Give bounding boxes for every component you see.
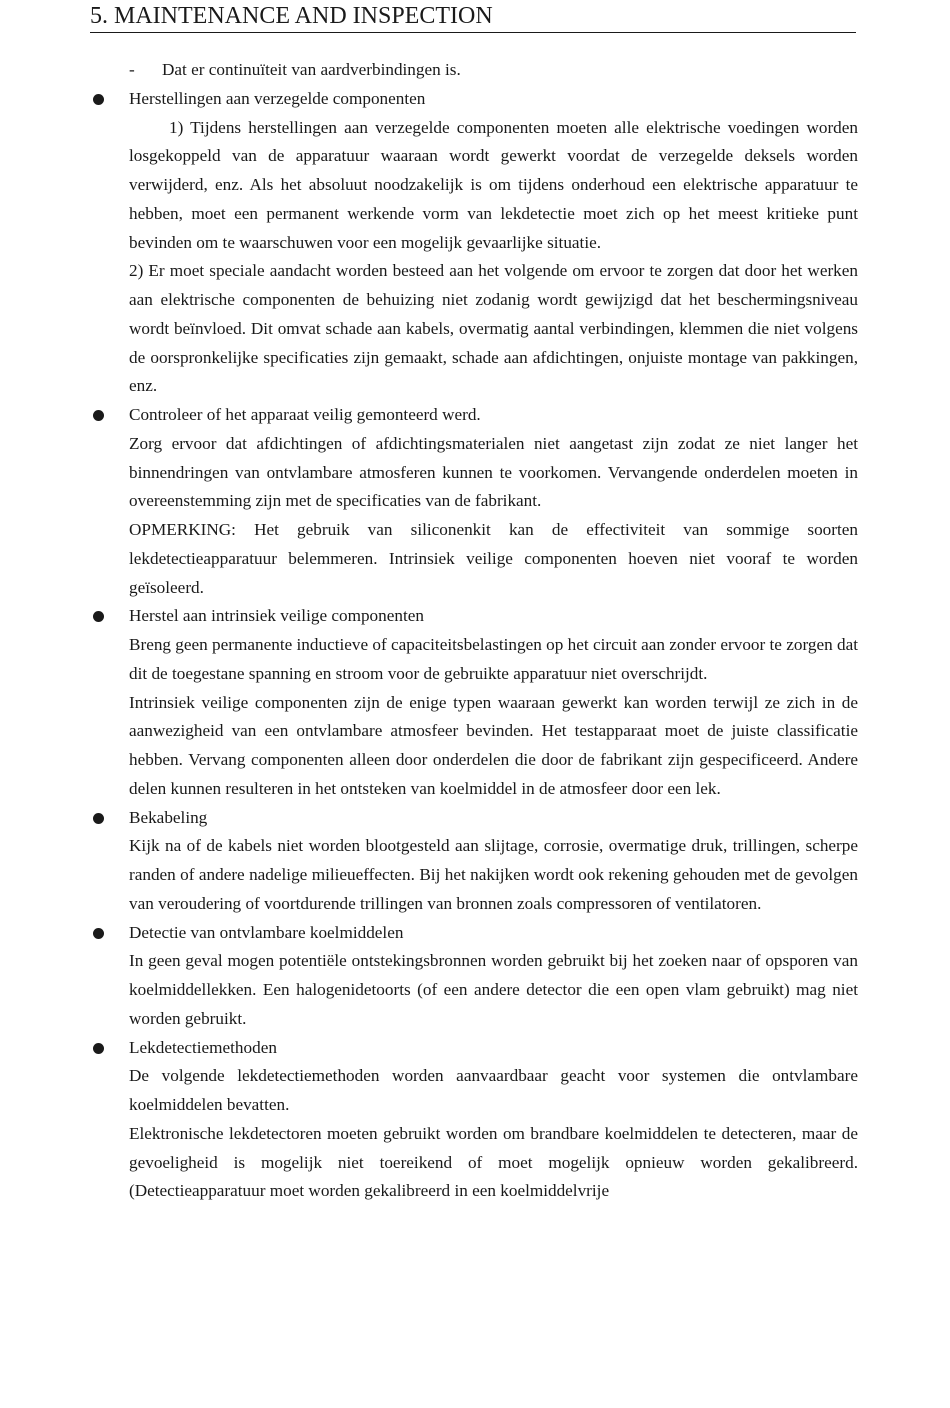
bullet-heading-text: Bekabeling	[129, 807, 208, 827]
dash-marker: -	[129, 60, 135, 79]
bullet-icon	[93, 813, 104, 824]
paragraph: Intrinsiek veilige componenten zijn de enige typen waaraan gewerkt kan worden terwijl ze zich in de aanwezigheid van een ontvlambare atmosfeer bevinden. Het testapparaat moet de juiste classificatie hebben. Vervang componenten alleen door onderdelen die door de fabrikant zijn gespecificeerd. Andere delen kunnen resulteren in het ontsteken van koelmiddel in de atmosfeer door een lek.	[129, 692, 858, 798]
section-header	[90, 2, 856, 33]
bullet-heading	[90, 401, 858, 430]
bullet-heading	[90, 602, 858, 631]
bullet-icon	[93, 928, 104, 939]
paragraph: In geen geval mogen potentiële ontstekingsbronnen worden gebruikt bij het zoeken naar of opsporen van koelmiddellekken. Een halogenidetoorts (of een andere detector die een open vlam gebruikt) mag niet worden gebruikt.	[129, 951, 858, 1028]
section-content	[90, 114, 858, 402]
bullet-icon	[93, 611, 104, 622]
paragraph: Breng geen permanente inductieve of capaciteitsbelastingen op het circuit aan zonder ervoor te zorgen dat dit de toegestane spanning en stroom voor de gebruikte apparatuur niet overschrijdt.	[129, 635, 858, 683]
section-content	[90, 1062, 858, 1206]
bullet-heading-text: Herstel aan intrinsiek veilige componenten	[129, 606, 424, 626]
paragraph: De volgende lekdetectiemethoden worden aanvaardbaar geacht voor systemen die ontvlambare koelmiddelen bevatten.	[129, 1066, 858, 1114]
bullet-heading-text: Lekdetectiemethoden	[129, 1037, 277, 1057]
bullet-heading-text: Detectie van ontvlambare koelmiddelen	[129, 922, 404, 942]
section-content	[90, 947, 858, 1033]
bullet-icon	[93, 410, 104, 421]
paragraph: Elektronische lekdetectoren moeten gebruikt worden om brandbare koelmiddelen te detecteren, maar de gevoeligheid is mogelijk niet toereikend of moet mogelijk opnieuw worden gekalibreerd. (Detectieapparatuur moet worden gekalibreerd in een koelmiddelvrije	[129, 1123, 858, 1201]
section-content	[90, 832, 858, 918]
paragraph: Zorg ervoor dat afdichtingen of afdichtingsmaterialen niet aangetast zijn zodat ze niet langer het binnendringen van ontvlambare atmosferen kunnen te voorkomen. Vervangende onderdelen moeten in overeenstemming zijn met de specificaties van de fabrikant.	[129, 433, 858, 511]
paragraph: OPMERKING: Het gebruik van siliconenkit kan de effectiviteit van sommige soorten lekdetectieapparatuur belemmeren. Intrinsiek veilige componenten hoeven niet vooraf te worden geïsoleerd.	[129, 520, 858, 597]
bullet-icon	[93, 94, 104, 105]
bullet-icon	[93, 1043, 104, 1054]
section-title: 5. MAINTENANCE AND INSPECTION	[90, 3, 493, 29]
bullet-heading-text: Herstellingen aan verzegelde componenten	[129, 88, 426, 108]
paragraph: Kijk na of de kabels niet worden blootgesteld aan slijtage, corrosie, overmatige druk, trillingen, scherpe randen of andere nadelige milieueffecten. Bij het nakijken wordt ook rekening gehouden met de gevolgen van veroudering of voortdurende trillingen van bronnen zoals compressoren of ventilatoren.	[129, 836, 858, 913]
bullet-heading	[90, 85, 858, 114]
bullet-heading-text: Controleer of het apparaat veilig gemonteerd werd.	[129, 405, 481, 424]
page-body	[90, 56, 858, 1206]
bullet-heading	[90, 804, 858, 833]
dash-item-text: Dat er continuïteit van aardverbindingen is.	[162, 60, 461, 79]
section-content	[90, 430, 858, 603]
paragraph: 1) Tijdens herstellingen aan verzegelde componenten moeten alle elektrische voedingen worden losgekoppeld van de apparatuur waaraan wordt gewerkt voordat de verzegelde deksels worden verwijderd, enz. Als het absoluut noodzakelijk is om tijdens onderhoud een elektrische apparatuur te hebben, moet een permanent werkende vorm van lekdetectie moet zich op het meest kritieke punt bevinden om te waarschuwen voor een mogelijk gevaarlijke situatie.	[129, 117, 858, 252]
section-content	[90, 631, 858, 804]
bullet-heading	[90, 1034, 858, 1063]
bullet-heading	[90, 919, 858, 948]
paragraph: 2) Er moet speciale aandacht worden besteed aan het volgende om ervoor te zorgen dat door het werken aan elektrische componenten de behuizing niet zodanig wordt gewijzigd dat het beschermingsniveau wordt beïnvloed. Dit omvat schade aan kabels, overmatig aantal verbindingen, klemmen die niet volgens de oorspronkelijke specificaties zijn gemaakt, schade aan afdichtingen, onjuiste montage van pakkingen, enz.	[129, 261, 858, 396]
dash-list-item	[90, 56, 858, 85]
